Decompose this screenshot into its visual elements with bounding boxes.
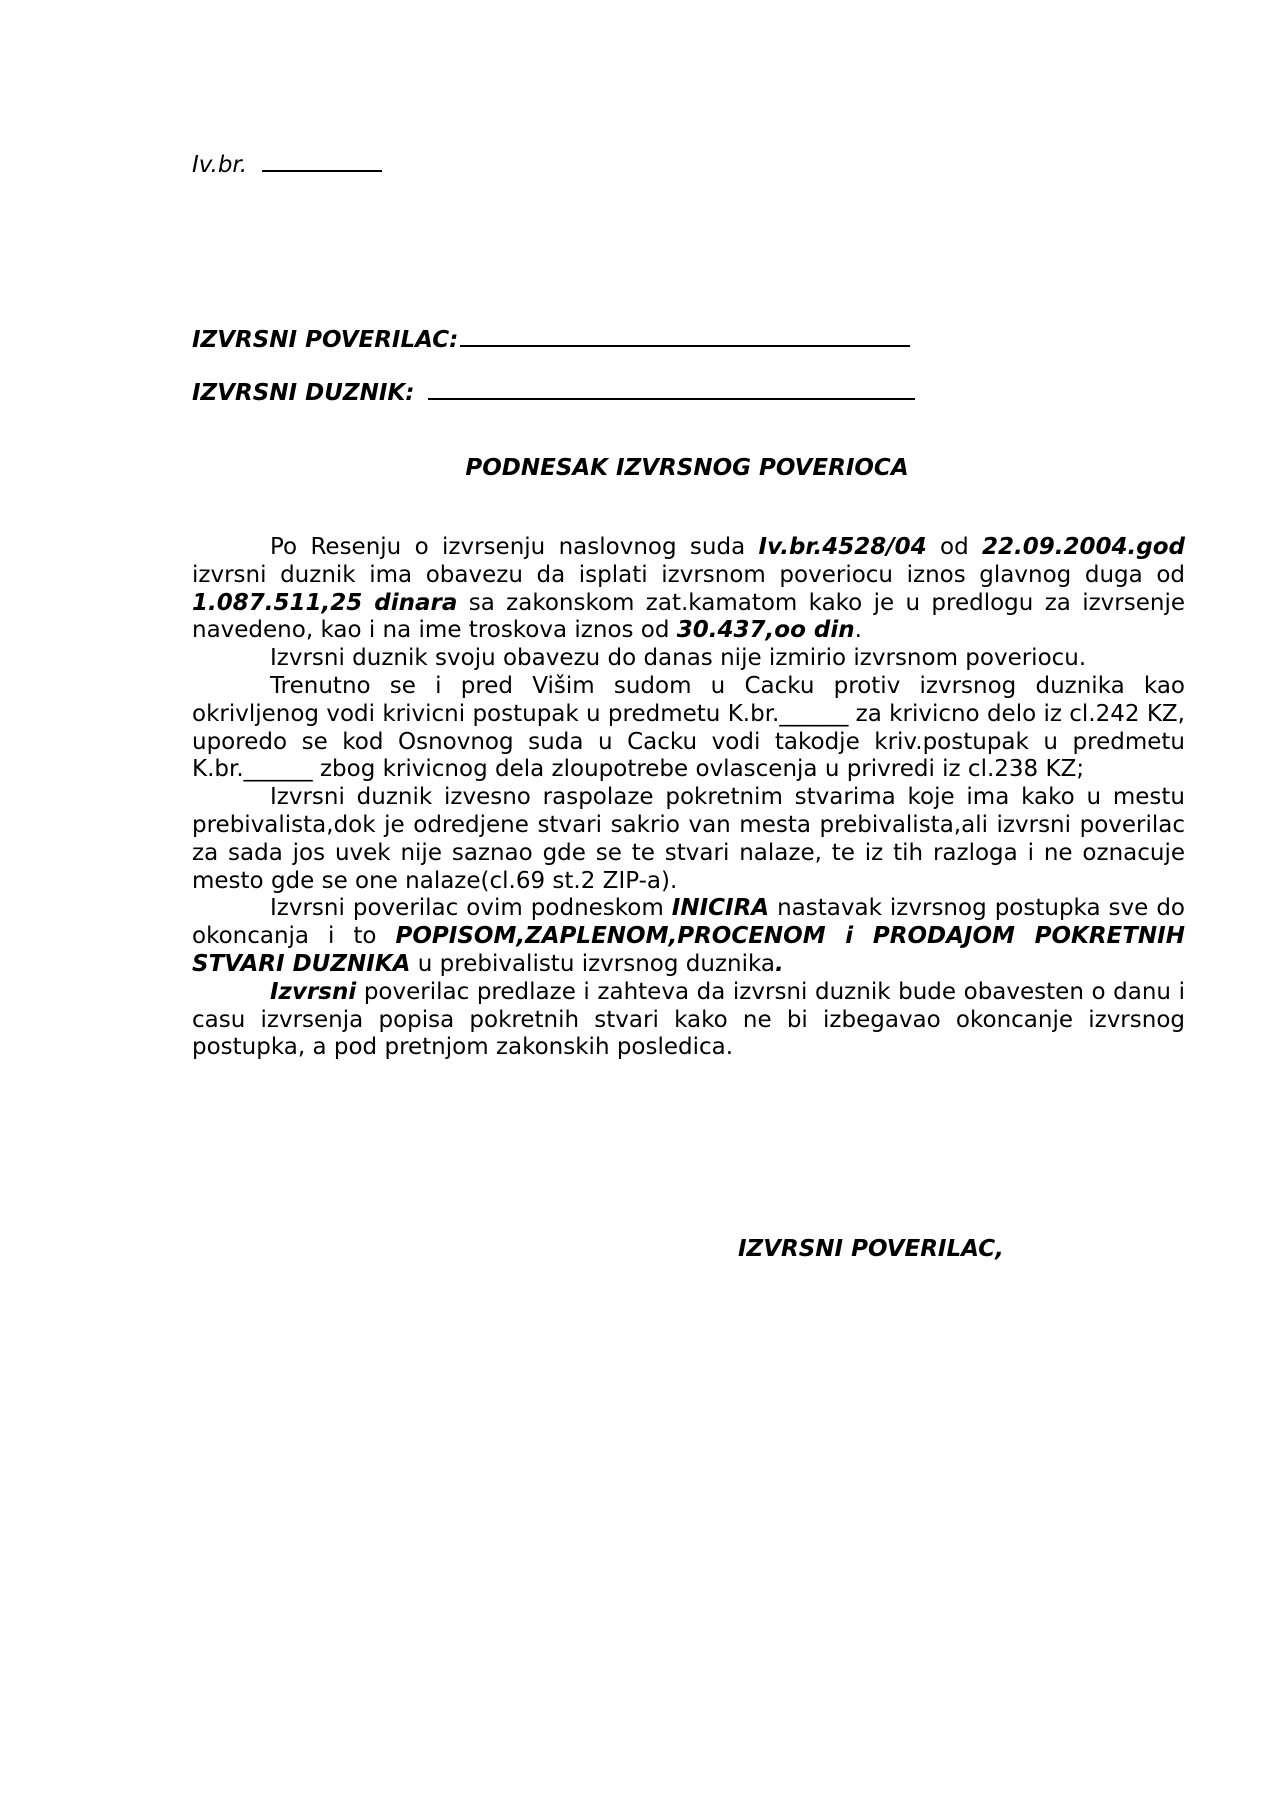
creditor-label: IZVRSNI POVERILAC: <box>192 327 459 353</box>
case-number-blank <box>262 169 382 172</box>
debtor-line <box>192 380 915 406</box>
p6-text-1: poverilac predlaze i zahteva da izvrsni duznik bude obavesten o danu i casu izvrsenja popisa pokretnih stvari kako ne bi izbegavao okoncanje izvrsnog postupka, a pod pretnjom zakonskih posledica. <box>192 978 1185 1061</box>
p1-text-4: sa zakonskom zat.kamatom kako je u predlogu za izvrsenje navedeno, kao i na ime troskova iznos od <box>192 589 1185 644</box>
paragraph-6 <box>192 979 1185 1062</box>
p5-text-3: u prebivalistu izvrsnog duznika <box>410 950 776 977</box>
paragraph-2: Izvrsni duznik svoju obavezu do danas nije izmirio izvrsnom poveriocu. <box>270 645 1087 672</box>
paragraph-5 <box>192 895 1185 978</box>
p5-measures: POPISOM,ZAPLENOM,PROCENOM i PRODAJOM POKRETNIH STVARI DUZNIKA <box>192 923 1185 977</box>
p1-text-1: Po Resenju o izvrsenju naslovnog suda <box>270 534 759 560</box>
p1-date: 22.09.2004.god <box>982 534 1185 560</box>
creditor-line <box>192 327 910 353</box>
p5-inicira: INICIRA <box>671 895 770 922</box>
p6-izvrsni: Izvrsni <box>270 978 357 1005</box>
document-title: PODNESAK IZVRSNOG POVERIOCA <box>465 455 909 481</box>
debtor-blank <box>428 397 915 400</box>
paragraph-4: Izvrsni duznik izvesno raspolaze pokretnim stvarima koje ima kako u mestu prebivalista,dok je odredjene stvari sakrio van mesta prebivalista,ali izvrsni poverilac za sada jos uvek nije saznao gde se te stvari nalaze, te iz tih razloga i ne oznacuje mesto gde se one nalaze(cl.69 st.2 ZIP-a). <box>192 784 1185 894</box>
p5-text-2: nastavak izvrsnog postupka sve do okoncanja i to <box>192 895 1185 950</box>
document-body <box>192 534 1185 1062</box>
p5-text-1: Izvrsni poverilac ovim podneskom <box>270 895 672 922</box>
p1-text-2: od <box>926 534 983 560</box>
signature-label: IZVRSNI POVERILAC, <box>738 1236 1004 1262</box>
creditor-blank <box>460 344 910 347</box>
p1-costs-amount: 30.437,oo din <box>676 617 855 644</box>
case-number-label: Iv.br. <box>192 152 248 178</box>
p1-case-ref: Iv.br.4528/04 <box>758 534 927 560</box>
p1-text-3: izvrsni duznik ima obavezu da isplati izvrsnom poveriocu iznos glavnog duga od <box>192 561 1185 588</box>
case-number-line <box>192 152 382 178</box>
paragraph-3: Trenutno se i pred Višim sudom u Cacku protiv izvrsnog duznika kao okrivljenog vodi krivicni postupak u predmetu K.br.______ za krivicno delo iz cl.242 KZ, uporedo se kod Osnovnog suda u Cacku vodi takodje kriv.postupak u predmetu K.br.______ zbog krivicnog dela zloupotrebe ovlascenja u privredi iz cl.238 KZ; <box>192 672 1185 783</box>
p1-principal-amount: 1.087.511,25 dinara <box>192 589 458 616</box>
paragraph-1 <box>192 534 1185 645</box>
debtor-label: IZVRSNI DUZNIK: <box>192 380 415 406</box>
p5-period: . <box>775 950 784 977</box>
p1-text-5: . <box>854 617 862 644</box>
